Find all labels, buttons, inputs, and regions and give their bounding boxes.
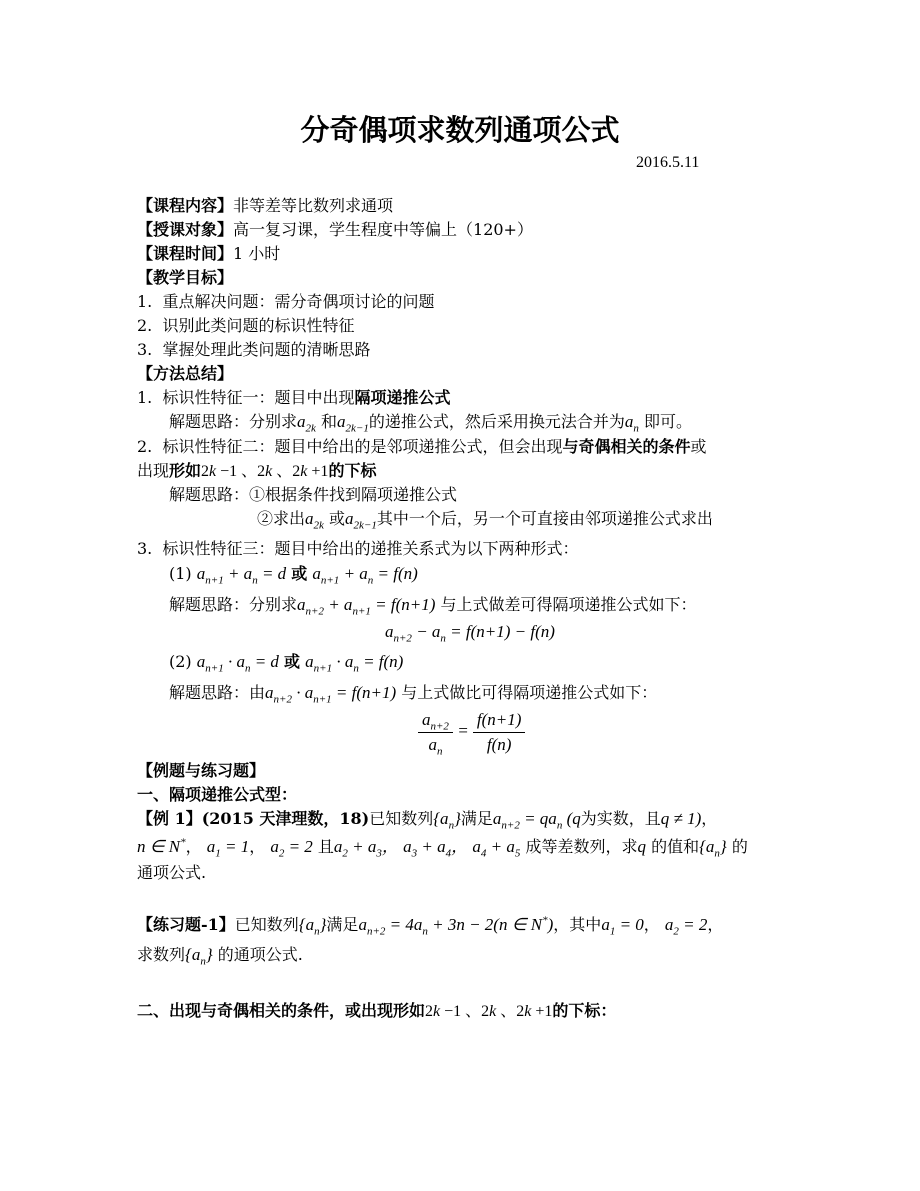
solution-text: 解题思路：由 (169, 683, 266, 702)
example-text: 已知数列 (369, 809, 434, 828)
formula-a2k-1: $a_{2k-1}$ (345, 509, 377, 532)
formula-subscripts: 2k −1 、2k 、2k +1 (201, 463, 329, 480)
solution-text: 与上式做差可得隔项递推公式如下： (440, 595, 697, 614)
feature-1-highlight: 隔项递推公式 (354, 388, 451, 407)
example-text: 且 (317, 837, 334, 856)
section-2-heading (137, 1000, 616, 1023)
section-1-heading: 一、隔项递推公式型： (137, 785, 298, 804)
formula-sum-shift: $a_{n+2} + a_{n+1} = f(n+1)$ (297, 595, 436, 618)
practice-1-line2 (137, 944, 303, 966)
solution-text: 和 (321, 412, 338, 431)
examples-heading: 【例题与练习题】 (137, 761, 266, 780)
methods-heading: 【方法总结】 (137, 364, 234, 383)
example-text: 为实数，且 (580, 809, 661, 828)
feature-3-solution-2 (169, 682, 657, 704)
goals-heading: 【教学目标】 (137, 268, 234, 287)
feature-2-line2 (137, 460, 376, 483)
fraction-right: $\frac{f(n+1)}{f(n)}$ (473, 708, 526, 757)
formula-seq: $\{a_n\}$ (185, 945, 213, 968)
formula-seq: $\{a_n\}$ (433, 809, 461, 832)
course-audience-value: 高一复习课，学生程度中等偏上（120+） (233, 220, 533, 239)
case-number: (1) (169, 564, 192, 583)
formula-subscripts: 2k −1 、2k 、2k +1 (425, 1003, 553, 1020)
formula-q: q (637, 837, 646, 856)
section-2-text: 的下标： (552, 1001, 617, 1020)
feature-2-text: 2. 标识性特征二：题目中给出的是邻项递推公式，但会出现 (137, 437, 563, 456)
formula-an: $a_n$ (624, 412, 639, 435)
practice-text: 的通项公式. (217, 945, 303, 964)
course-audience-line (137, 219, 533, 241)
formula-ratio-result: $\frac{a_{n+2}}{a_n}$ = $\frac{f(n+1)}{f(n)}$ (418, 706, 525, 757)
feature-3-case-1 (169, 563, 418, 585)
example-1-line1: 【例 1】(2015 天津理数，18)已知数列$\{a_n\}$满足$a_{n+2} = qa_n$ (q为实数，且q ≠ 1)， (137, 809, 718, 832)
feature-2-text: 或 (690, 437, 707, 456)
feature-1-text: 1. 标识性特征一：题目中出现 (137, 388, 355, 407)
feature-3-case-2 (169, 651, 403, 673)
formula-case-1b: $a_{n+1} + a_n = f(n)$ (312, 564, 418, 587)
feature-2-solution-1: 解题思路：①根据条件找到隔项递推公式 (169, 485, 458, 504)
formula-recurrence: $a_{n+2} = qa_n$ (q (492, 809, 581, 832)
page-title: 分奇偶项求数列通项公式 (300, 113, 620, 147)
solution-text: 即可。 (643, 412, 692, 431)
practice-1-line1: 【练习题-1】已知数列$\{a_n\}$满足$a_{n+2} = 4a_n + 3n - 2(n$ ∈ N*)，其中$a_1 = 0$， $a_2 = 2$， (137, 914, 724, 938)
goal-item: 3. 掌握处理此类问题的清晰思路 (137, 340, 371, 359)
formula-seq: $\{a_n\}$ (298, 915, 327, 938)
example-text: 成等差数列，求 (525, 837, 638, 856)
formula-a2: $a_2 = 2$ (270, 837, 313, 860)
formula-diff-result: $a_{n+2} - a_n = f(n+1) - f(n)$ (385, 622, 555, 645)
goal-item: 2. 识别此类问题的标识性特征 (137, 316, 355, 335)
document-date: 2016.5.11 (636, 154, 700, 171)
feature-2 (137, 436, 706, 458)
feature-2-highlight: 形如 (169, 461, 202, 480)
course-content-label: 【课程内容】 (137, 196, 234, 215)
formula-domain: n ∈ N* (137, 836, 186, 856)
solution-text: ②求出 (257, 509, 306, 528)
course-time-line (137, 243, 280, 265)
or-label: 或 (284, 652, 301, 671)
practice-text: 求数列 (137, 945, 186, 964)
formula-case-2b: $a_{n+1} \cdot a_n = f(n)$ (305, 652, 404, 675)
course-content-line (137, 195, 393, 217)
feature-3: 3. 标识性特征三：题目中给出的递推关系式为以下两种形式： (137, 539, 579, 558)
case-number: (2) (169, 652, 192, 671)
formula-a1: $a_1 = 0$ (601, 915, 644, 938)
practice-text: ，其中 (553, 915, 602, 934)
formula-recurrence: $a_{n+2} = 4a_n + 3n - 2(n$ ∈ N*) (358, 914, 554, 938)
example-source: (2015 天津理数，18) (201, 809, 370, 828)
course-time-label: 【课程时间】 (137, 244, 234, 263)
solution-text: 的递推公式，然后采用换元法合并为 (368, 412, 625, 431)
example-text: 的值和 (651, 837, 700, 856)
formula-a1: $a_1 = 1$ (206, 837, 250, 860)
or-label: 或 (291, 564, 308, 583)
formula-q-ne-1: q ≠ 1) (660, 809, 702, 828)
formula-a2k: $a_{2k}$ (297, 412, 316, 435)
practice-text: 已知数列 (234, 915, 299, 934)
feature-2-text: 出现 (137, 461, 170, 480)
feature-2-highlight: 与奇偶相关的条件 (562, 437, 691, 456)
formula-sums: $a_2 + a_3$， $a_3 + a_4$， $a_4 + a_5$ (333, 837, 521, 860)
formula-a2k-1: $a_{2k-1}$ (337, 412, 369, 435)
section-2-text: 二、出现与奇偶相关的条件，或出现形如 (137, 1001, 426, 1020)
example-1-line2: n ∈ N*， $a_1 = 1$， $a_2 = 2$ 且$a_2 + a_3$， $a_3 + a_4$， $a_4 + a_5$ 成等差数列，求q 的值和$\{a_n\}$ 的 (137, 836, 748, 860)
feature-3-solution-1 (169, 594, 696, 616)
solution-text: 解题思路：分别求 (169, 595, 298, 614)
formula-a2k: $a_{2k}$ (305, 509, 324, 532)
feature-1-solution (169, 411, 692, 433)
example-label: 【例 1】 (137, 809, 202, 828)
practice-label: 【练习题-1】 (137, 915, 235, 934)
example-1-line3: 通项公式. (137, 863, 207, 882)
goal-item: 1. 重点解决问题：需分奇偶项讨论的问题 (137, 292, 435, 311)
example-text: 满足 (460, 809, 493, 828)
solution-text: 解题思路：分别求 (169, 412, 298, 431)
formula-product-shift: $a_{n+2} \cdot a_{n+1} = f(n+1)$ (265, 683, 397, 706)
feature-2-solution-2 (257, 508, 713, 530)
formula-seq: $\{a_n\}$ (699, 837, 727, 860)
solution-text: 其中一个后，另一个可直接由邻项递推公式求出 (376, 509, 713, 528)
fraction-left: $\frac{a_{n+2}}{a_n}$ (418, 708, 453, 757)
feature-1 (137, 387, 450, 409)
solution-text: 或 (329, 509, 346, 528)
course-time-value: 1 小时 (233, 244, 281, 263)
formula-a2: $a_2 = 2$ (664, 915, 708, 938)
feature-2-highlight: 的下标 (328, 461, 377, 480)
formula-case-1a: $a_{n+1} + a_n = d$ (196, 564, 287, 587)
formula-case-2a: $a_{n+1} \cdot a_n = d$ (196, 652, 279, 675)
example-text: 的 (731, 837, 748, 856)
course-audience-label: 【授课对象】 (137, 220, 234, 239)
solution-text: 与上式做比可得隔项递推公式如下： (401, 683, 658, 702)
practice-text: 满足 (326, 915, 359, 934)
course-content-value: 非等差等比数列求通项 (233, 196, 394, 215)
